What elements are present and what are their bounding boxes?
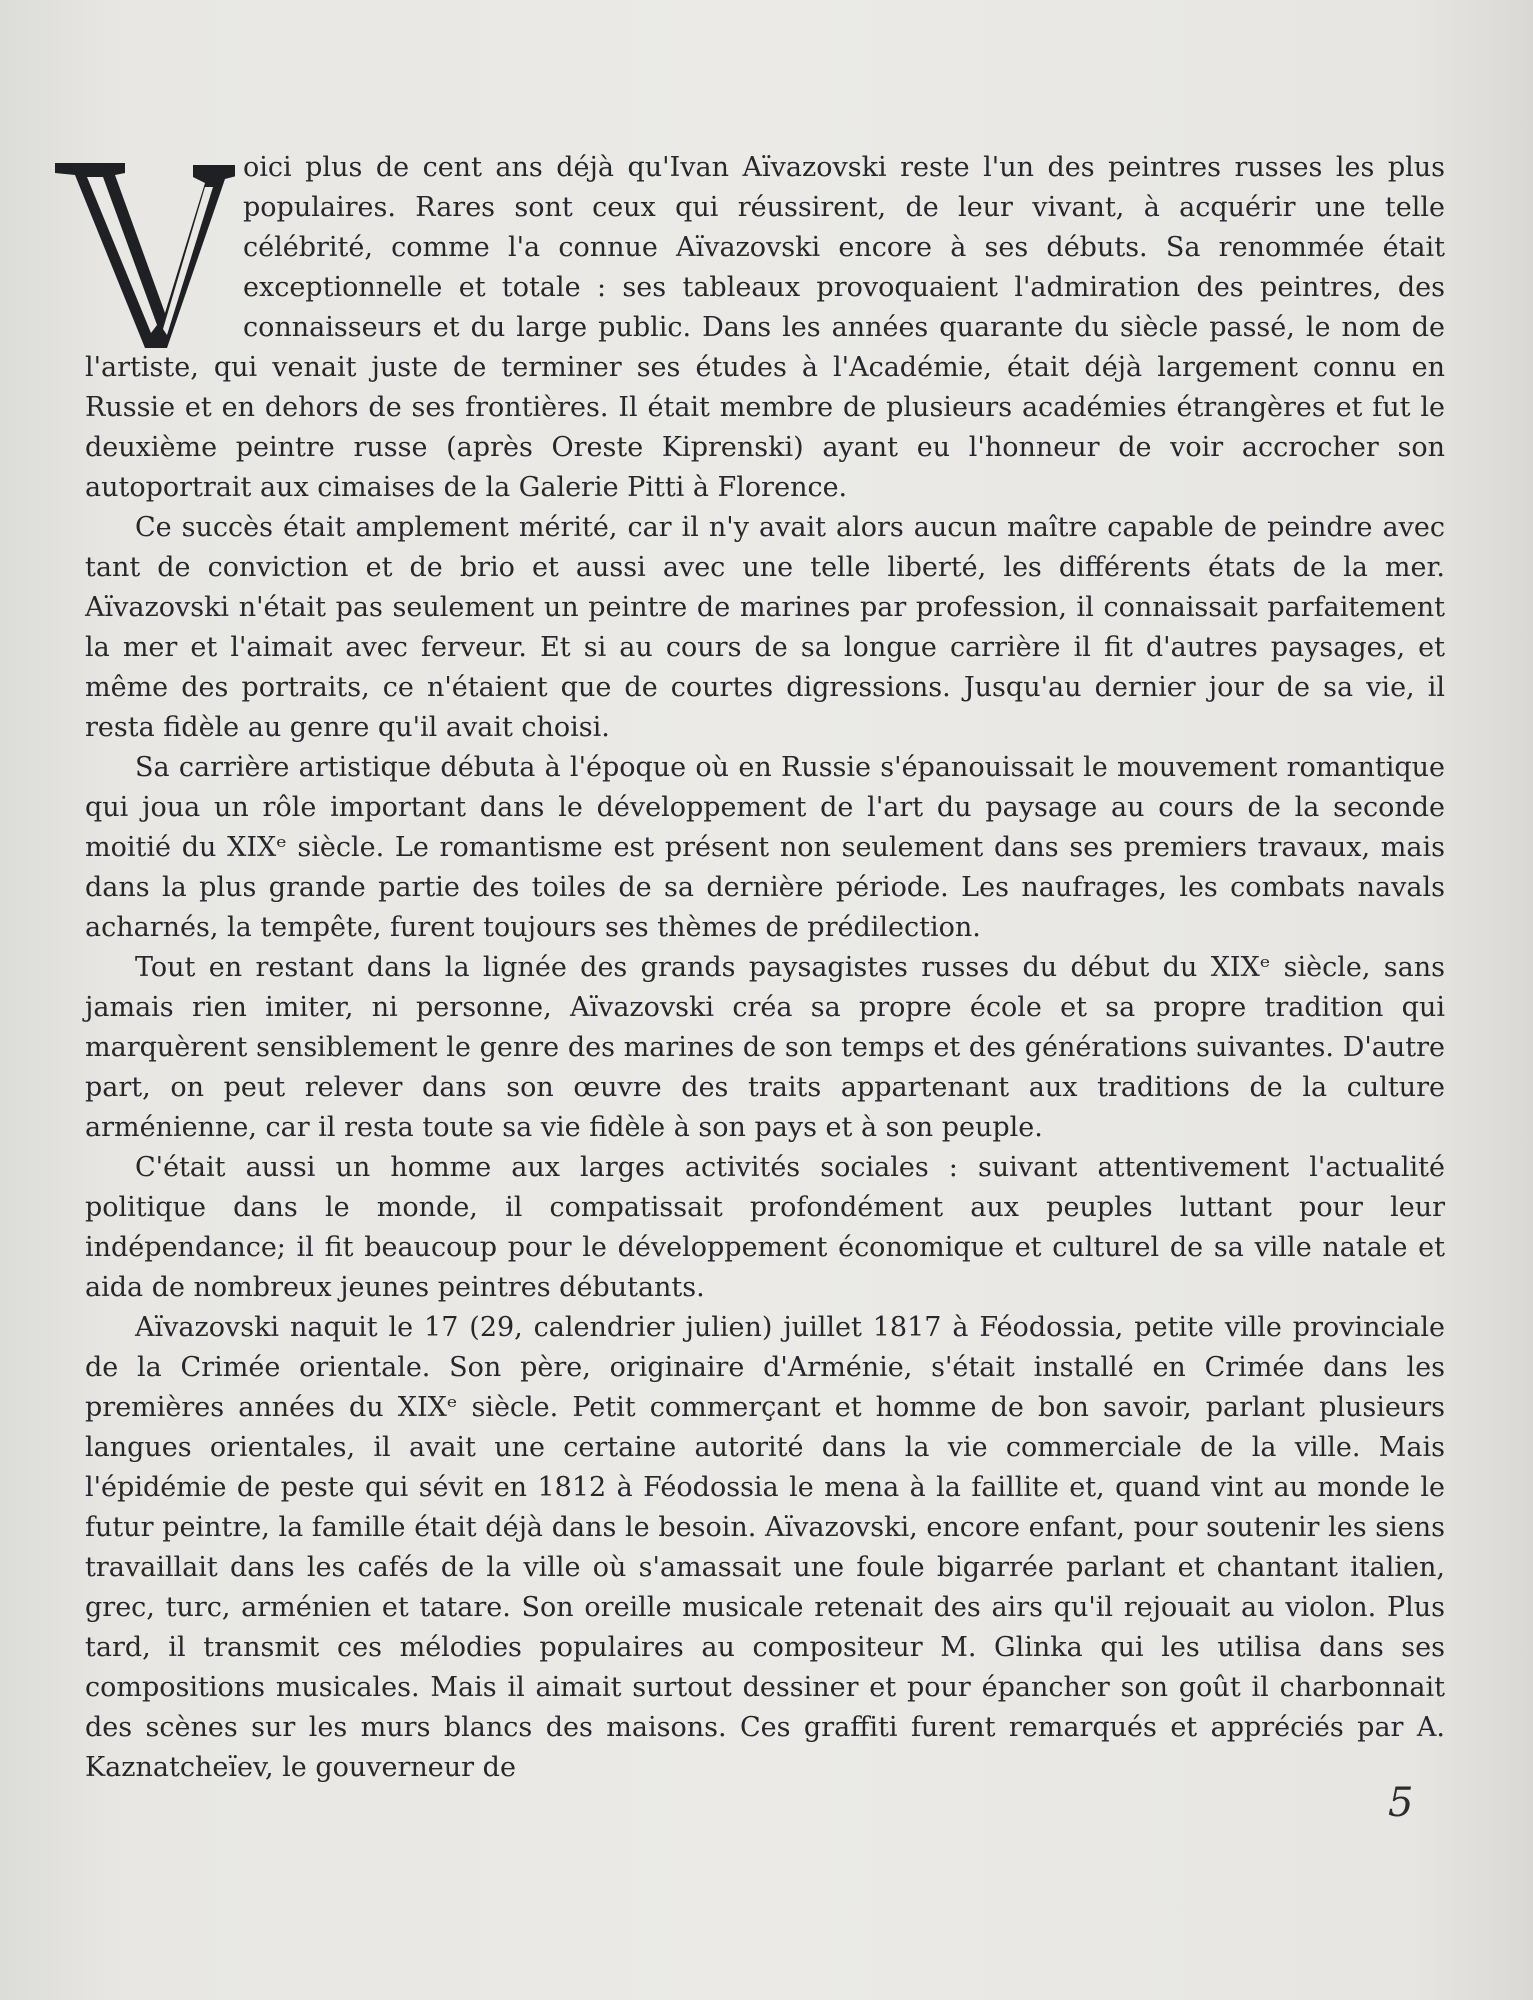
paragraph-4: Tout en restant dans la lignée des grands paysagistes russes du début du XIXᵉ siècle, sans jamais rien imiter, ni personne, Aïvazovski créa sa propre école et sa propre tradition qui marquèrent sensiblement le genre des marines de son temps et des générations suivantes. D'autre part, on peut relever dans son œuvre des traits appartenant aux traditions de la culture arménienne, car il resta toute sa vie fidèle à son pays et à son peuple. [85,952,1445,1143]
paragraph-2: Ce succès était amplement mérité, car il n'y avait alors aucun maître capable de peindre avec tant de conviction et de brio et aussi avec une telle liberté, les différents états de la mer. Aïvazovski n'était pas seulement un peintre de marines par profession, il connaissait parfaitement la mer et l'aimait avec ferveur. Et si au cours de sa longue carrière il fit d'autres paysages, et même des portraits, ce n'étaient que de courtes digressions. Jusqu'au dernier jour de sa vie, il resta fidèle au genre qu'il avait choisi. [85,512,1445,743]
paragraph-6: Aïvazovski naquit le 17 (29, calendrier julien) juillet 1817 à Féodossia, petite ville provinciale de la Crimée orientale. Son père, originaire d'Arménie, s'était installé en Crimée dans les premières années du XIXᵉ siècle. Petit commerçant et homme de bon savoir, parlant plusieurs langues orientales, il avait une certaine autorité dans la vie commerciale de la ville. Mais l'épidémie de peste qui sévit en 1812 à Féodossia le mena à la faillite et, quand vint au monde le futur peintre, la famille était déjà dans le besoin. Aïvazovski, encore enfant, pour soutenir les siens travaillait dans les cafés de la ville où s'amassait une foule bigarrée parlant et chantant italien, grec, turc, arménien et tatare. Son oreille musicale retenait des airs qu'il rejouait au violon. Plus tard, il transmit ces mélodies populaires au compositeur M. Glinka qui les utilisa dans ses compositions musicales. Mais il aimait surtout dessiner et pour épancher son goût il charbonnait des scènes sur les murs blancs des maisons. Ces graffiti furent remarqués et appréciés par A. Kaznatcheïev, le gouverneur de [85,1312,1445,1783]
drop-cap-v-glyph [55,153,235,348]
paragraph-5: C'était aussi un homme aux larges activités sociales : suivant attentivement l'actualité politique dans le monde, il compatissait profondément aux peuples luttant pour leur indépendance; il fit beaucoup pour le développement économique et culturel de sa ville natale et aida de nombreux jeunes peintres débutants. [85,1152,1445,1303]
paragraph-1-text: oici plus de cent ans déjà qu'Ivan Aïvazovski reste l'un des peintres russes les plus populaires. Rares sont ceux qui réussirent, de leur vivant, à acquérir une telle célébrité, comme l'a connue Aïvazovski encore à ses débuts. Sa renommée était exceptionnelle et totale : ses tableaux provoquaient l'admiration des peintres, des connaisseurs et du large public. Dans les années quarante du siècle passé, le nom de l'artiste, qui venait juste de terminer ses études à l'Académie, était déjà largement connu en Russie et en dehors de ses frontières. Il était membre de plusieurs académies étrangères et fut le deuxième peintre russe (après Oreste Kiprenski) ayant eu l'honneur de voir accrocher son autoportrait aux cimaises de la Galerie Pitti à Florence. [85,152,1445,503]
paragraph-1 [85,148,1445,508]
paragraph-3: Sa carrière artistique débuta à l'époque où en Russie s'épanouissait le mouvement romantique qui joua un rôle important dans le développement de l'art du paysage au cours de la seconde moitié du XIXᵉ siècle. Le romantisme est présent non seulement dans ses premiers travaux, mais dans la plus grande partie des toiles de sa dernière période. Les naufrages, les combats navals acharnés, la tempête, furent toujours ses thèmes de prédilection. [85,752,1445,943]
page-number: 5 [1388,1780,1414,1826]
body-text [85,148,1445,1788]
drop-cap-v [55,153,235,348]
